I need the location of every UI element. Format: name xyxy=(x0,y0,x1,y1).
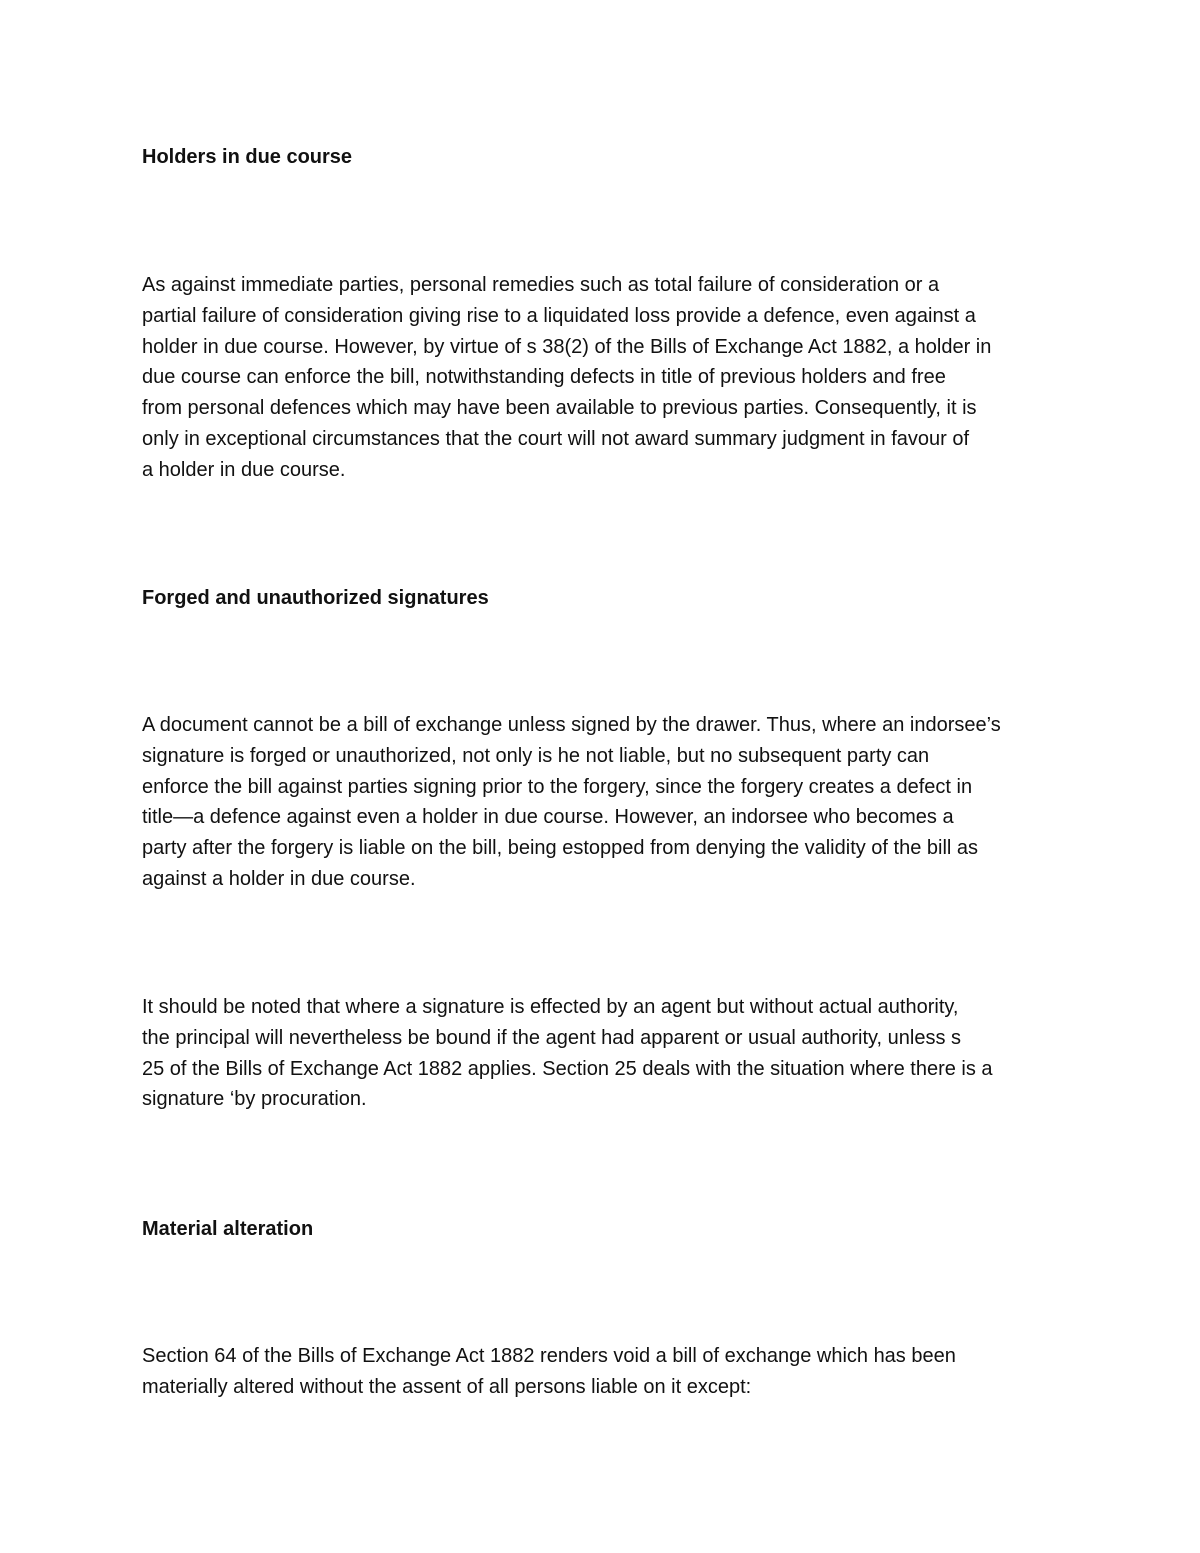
text-line: materially altered without the assent of all persons liable on it except: xyxy=(142,1375,752,1398)
text-line: against a holder in due course. xyxy=(142,867,416,890)
text-line: signature is forged or unauthorized, not only is he not liable, but no subsequent party can xyxy=(142,744,930,767)
paragraph-forged-signatures-1 xyxy=(142,710,1072,895)
text-line: holder in due course. However, by virtue of s 38(2) of the Bills of Exchange Act 1882, a holder in xyxy=(142,335,992,358)
text-line: from personal defences which may have been available to previous parties. Consequently, it is xyxy=(142,397,977,420)
paragraph-holders-in-due-course xyxy=(142,270,1072,486)
paragraph-forged-signatures-2 xyxy=(142,992,1072,1115)
text-line: Section 64 of the Bills of Exchange Act 1882 renders void a bill of exchange which has been xyxy=(142,1345,956,1367)
text-line: It should be noted that where a signature is effected by an agent but without actual authority, xyxy=(142,996,959,1018)
text-line: A document cannot be a bill of exchange unless signed by the drawer. Thus, where an indorsee’s xyxy=(142,714,1001,736)
text-line: signature ‘by procuration. xyxy=(142,1088,367,1111)
text-line: the principal will nevertheless be bound if the agent had apparent or usual authority, unless s xyxy=(142,1026,962,1049)
text-line: due course can enforce the bill, notwithstanding defects in title of previous holders and free xyxy=(142,366,946,389)
heading-holders-in-due-course: Holders in due course xyxy=(142,146,353,168)
text-line: title—a defence against even a holder in due course. However, an indorsee who becomes a xyxy=(142,806,954,829)
heading-forged-signatures: Forged and unauthorized signatures xyxy=(142,587,489,609)
text-line: 25 of the Bills of Exchange Act 1882 applies. Section 25 deals with the situation where there is a xyxy=(142,1057,993,1080)
text-line: partial failure of consideration giving rise to a liquidated loss provide a defence, even against a xyxy=(142,304,976,327)
text-line: enforce the bill against parties signing prior to the forgery, since the forgery creates a defect in xyxy=(142,775,973,798)
text-line: party after the forgery is liable on the bill, being estopped from denying the validity of the bill as xyxy=(142,837,979,860)
text-line: As against immediate parties, personal remedies such as total failure of consideration or a xyxy=(142,274,940,296)
heading-material-alteration: Material alteration xyxy=(142,1218,314,1240)
text-line: a holder in due course. xyxy=(142,458,346,481)
text-line: only in exceptional circumstances that the court will not award summary judgment in favour of xyxy=(142,427,970,450)
paragraph-material-alteration xyxy=(142,1341,1072,1403)
